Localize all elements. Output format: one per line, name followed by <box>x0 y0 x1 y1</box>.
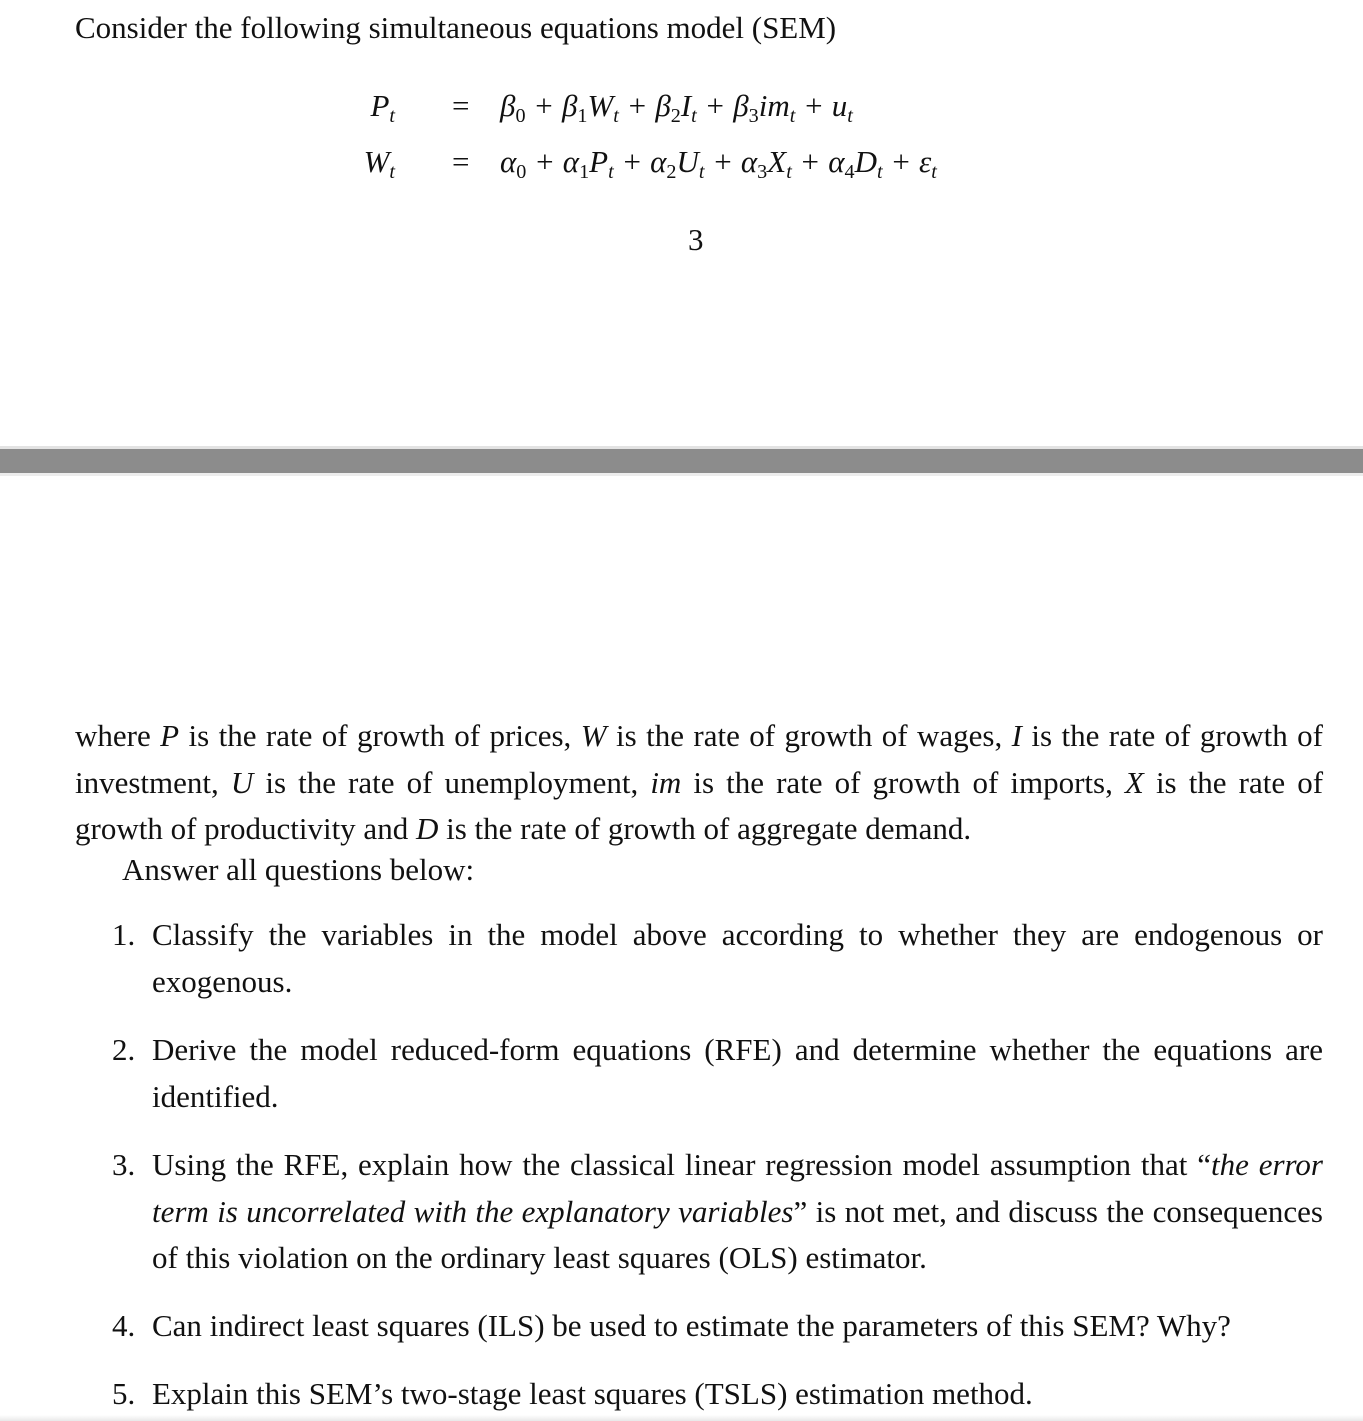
definition-run: U <box>230 764 254 800</box>
question-text <box>152 1027 1323 1120</box>
definition-run: is the rate of growth of investment, <box>75 718 1323 800</box>
question-run: Can indirect least squares (ILS) be used to estimate the parameters of this SEM? Why? <box>152 1308 1231 1343</box>
question-number: 2. <box>112 1032 136 1067</box>
question-run: the error term is uncorrelated with the explanatory variables <box>152 1147 1323 1229</box>
bottom-edge-shadow <box>0 1415 1363 1421</box>
definition-run: W <box>580 718 607 753</box>
definition-run: P <box>160 718 180 753</box>
equation-2-rhs: $\alpha_0 + \alpha_1P_t + \alpha_2U_t + \alpha_3X_t + \alpha_4D_t + \varepsilon_t$ <box>500 144 937 184</box>
intro-text: Consider the following simultaneous equations model (SEM) <box>75 10 837 45</box>
question-run: Derive the model reduced-form equations (RFE) and determine whether the equations are identified. <box>152 1032 1323 1114</box>
definition-run: im <box>650 764 682 800</box>
page-number: 3 <box>688 222 704 257</box>
answer-prompt: Answer all questions below: <box>122 852 475 887</box>
page-break-edge-bottom <box>0 473 1363 476</box>
definition-run: is the rate of growth of wages, <box>606 718 1012 753</box>
equation-2-lhs: $W_t$ <box>363 144 395 184</box>
question-number: 1. <box>112 917 136 952</box>
equation-1-lhs: $P_t$ <box>370 88 395 128</box>
question-number: 4. <box>112 1308 136 1343</box>
definition-run: D <box>415 811 439 846</box>
variable-definitions-paragraph <box>75 713 1323 853</box>
definition-run: where <box>75 718 161 753</box>
definition-run: is the rate of growth of imports, <box>681 764 1125 800</box>
question-run: Using the RFE, explain how the classical linear regression model assumption that “ <box>152 1147 1211 1182</box>
equation-2-equals: = <box>452 144 470 179</box>
question-number: 5. <box>112 1376 136 1411</box>
question-text <box>152 1371 1323 1418</box>
equation-1-equals: = <box>452 88 470 123</box>
question-number: 3. <box>112 1147 136 1182</box>
definition-run: X <box>1124 764 1144 800</box>
question-run: Classify the variables in the model above according to whether they are endogenous or exogenous. <box>152 917 1323 999</box>
definition-run: is the rate of growth of prices, <box>179 718 581 753</box>
page-break-divider <box>0 449 1363 473</box>
definition-run: is the rate of growth of productivity and <box>75 764 1324 846</box>
definition-run: is the rate of growth of aggregate demand. <box>438 811 972 846</box>
equation-1-rhs: $\beta_0 + \beta_1W_t + \beta_2I_t + \beta_3im_t + u_t$ <box>500 88 853 128</box>
question-text <box>152 912 1323 1005</box>
question-run: Explain this SEM’s two-stage least squares (TSLS) estimation method. <box>152 1376 1033 1411</box>
question-text <box>152 1142 1323 1282</box>
question-run: ” is not met, and discuss the consequences of this violation on the ordinary least squares (OLS) estimator. <box>152 1193 1323 1275</box>
definition-run: is the rate of unemployment, <box>253 764 651 800</box>
question-text <box>152 1303 1323 1350</box>
definition-run: I <box>1011 718 1022 753</box>
